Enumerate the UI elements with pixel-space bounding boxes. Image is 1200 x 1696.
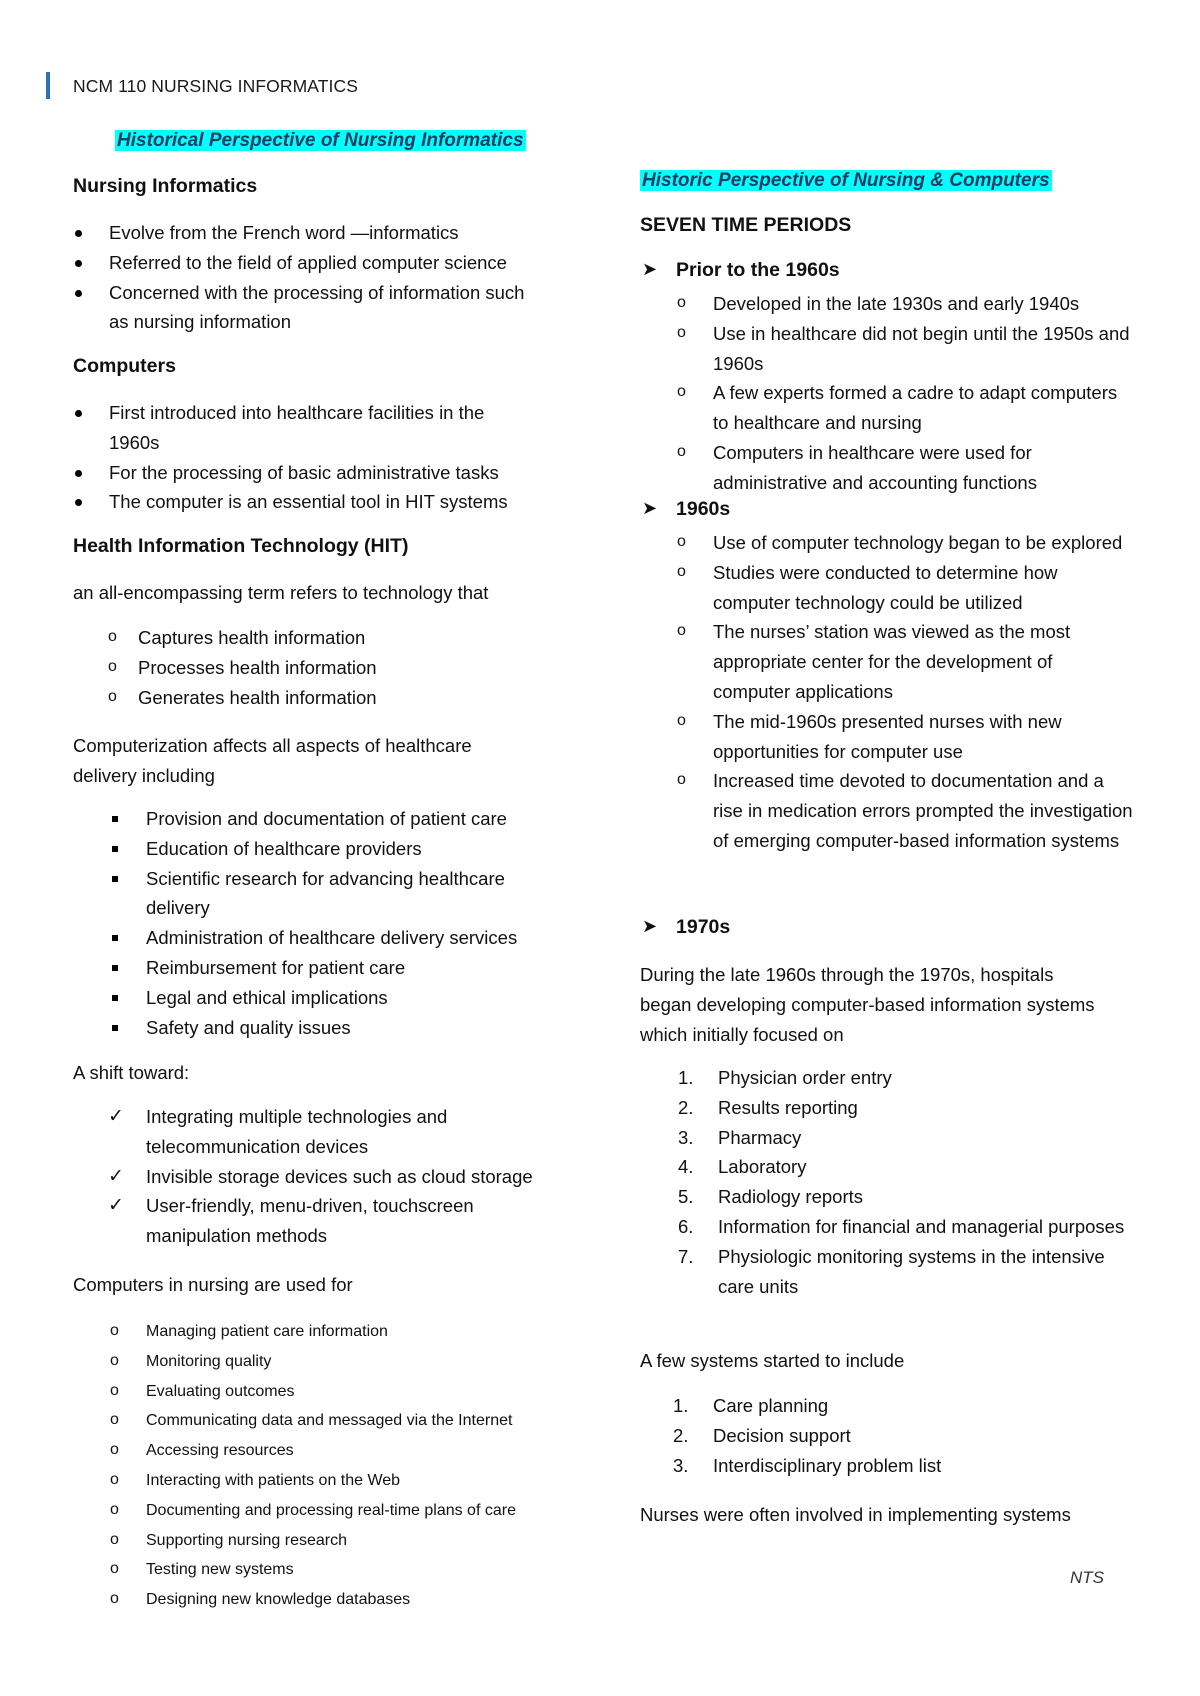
list-item: Monitoring quality (146, 1352, 272, 1370)
list-item: Evolve from the French word —informatics (109, 222, 459, 243)
check-icon: ✓ (108, 1165, 124, 1187)
arrow-bullet-icon: ➤ (642, 259, 658, 279)
list-item: 3. Pharmacy (678, 1126, 802, 1148)
shift-text: A shift toward: (73, 1062, 190, 1083)
list-item: 2. Results reporting (678, 1096, 858, 1118)
list-item: The mid-1960s presented nurses with new opportunities for computer use (713, 710, 1062, 762)
list-item: A few experts formed a cadre to adapt computers to healthcare and nursing (713, 382, 1118, 434)
list-item: Generates health information (138, 686, 377, 708)
header-accent-bar (46, 72, 50, 99)
list-item: Use in healthcare did not begin until the 1950s and 1960s (713, 322, 1130, 374)
header-title: NCM 110 NURSING INFORMATICS (73, 76, 358, 96)
list-item: ✓ Invisible storage devices such as cloud storage (146, 1162, 576, 1192)
list-item: Communicating data and messaged via the Internet (146, 1412, 513, 1430)
few-systems-list (673, 1391, 1133, 1480)
list-item: For the processing of basic administrative tasks (109, 461, 499, 483)
period-1960s-heading: ➤ 1960s (642, 498, 731, 520)
nursing-informatics-heading: Nursing Informatics (73, 175, 258, 197)
list-item: ✓ Integrating multiple technologies and telecommunication devices (146, 1102, 576, 1162)
period-1970s-heading: ➤ 1970s (642, 916, 731, 938)
hit-heading: Health Information Technology (HIT) (73, 535, 409, 557)
list-item: Documenting and processing real-time plans of care (146, 1501, 516, 1519)
list-item: Studies were conducted to determine how computer technology could be utilized (713, 561, 1058, 613)
list-item: 1. Physician order entry (678, 1067, 892, 1088)
nursing-informatics-list (109, 218, 549, 337)
list-item: Evaluating outcomes (146, 1382, 295, 1400)
list-item: Scientific research for advancing healthcare delivery (146, 867, 505, 919)
left-main-title: Historical Perspective of Nursing Informatics (117, 130, 524, 151)
period-1970s-numbered-list (678, 1063, 1138, 1301)
few-systems-text: A few systems started to include (640, 1350, 905, 1371)
seven-time-periods-heading: SEVEN TIME PERIODS (640, 214, 852, 236)
list-item: 1. Care planning (673, 1395, 829, 1416)
hit-list (138, 623, 558, 712)
list-item: Interacting with patients on the Web (146, 1471, 401, 1489)
list-item: Testing new systems (146, 1561, 294, 1579)
list-item: Designing new knowledge databases (146, 1591, 411, 1609)
shift-list (108, 1102, 576, 1251)
list-item: Processes health information (138, 656, 377, 678)
hit-intro: an all-encompassing term refers to technology that (73, 582, 489, 603)
list-item: Increased time devoted to documentation and a rise in medication errors prompted the investigation of emerging computer-based information systems (713, 770, 1133, 851)
list-item: 6. Information for financial and managerial purposes (678, 1215, 1125, 1237)
list-item: Concerned with the processing of information such as nursing information (109, 281, 525, 333)
check-icon: ✓ (108, 1195, 124, 1217)
right-main-title: Historic Perspective of Nursing & Computers (642, 170, 1050, 191)
list-item: 2. Decision support (673, 1424, 851, 1446)
footer-initials: NTS (1070, 1568, 1104, 1587)
list-item: Safety and quality issues (146, 1016, 351, 1038)
period-1960s-list (713, 528, 1133, 856)
used-for-list (146, 1317, 606, 1615)
list-item: Use of computer technology began to be explored (713, 532, 1123, 553)
affects-list (146, 804, 566, 1042)
used-for-text: Computers in nursing are used for (73, 1274, 353, 1295)
list-item: 3. Interdisciplinary problem list (673, 1454, 942, 1476)
list-item: 7. Physiologic monitoring systems in the intensive care units (678, 1245, 1105, 1297)
list-item: 4. Laboratory (678, 1156, 807, 1178)
list-item: Administration of healthcare delivery services (146, 927, 518, 949)
list-item: The nurses’ station was viewed as the most appropriate center for the development of computer applications (713, 621, 1071, 702)
list-item: Supporting nursing research (146, 1531, 348, 1549)
list-item: Legal and ethical implications (146, 986, 388, 1008)
list-item: Provision and documentation of patient care (146, 808, 507, 829)
list-item: ✓ User-friendly, menu-driven, touchscreen manipulation methods (146, 1191, 576, 1251)
nurses-involved-text: Nurses were often involved in implementing systems (640, 1504, 1071, 1525)
list-item: Developed in the late 1930s and early 1940s (713, 293, 1080, 314)
list-item: Computers in healthcare were used for administrative and accounting functions (713, 441, 1037, 493)
period-prior-1960s-list (713, 289, 1133, 498)
check-icon: ✓ (108, 1106, 124, 1127)
list-item: First introduced into healthcare facilities in the 1960s (109, 402, 485, 453)
list-item: Education of healthcare providers (146, 837, 422, 859)
list-item: Captures health information (138, 627, 366, 648)
list-item: Managing patient care information (146, 1323, 388, 1340)
computers-heading: Computers (73, 355, 176, 377)
computerization-text: Computerization affects all aspects of healthcare delivery including (73, 735, 472, 786)
period-prior-1960s-heading: ➤ Prior to the 1960s (642, 259, 840, 281)
arrow-bullet-icon: ➤ (642, 916, 658, 936)
period-1970s-text: During the late 1960s through the 1970s, hospitals began developing computer-based information systems which initially focused on (640, 964, 1095, 1045)
list-item: Accessing resources (146, 1442, 294, 1460)
list-item: 5. Radiology reports (678, 1186, 863, 1208)
list-item: The computer is an essential tool in HIT systems (109, 491, 508, 513)
computers-list (109, 398, 539, 517)
arrow-bullet-icon: ➤ (642, 498, 658, 518)
list-item: Referred to the field of applied computer science (109, 251, 507, 273)
list-item: Reimbursement for patient care (146, 956, 406, 978)
